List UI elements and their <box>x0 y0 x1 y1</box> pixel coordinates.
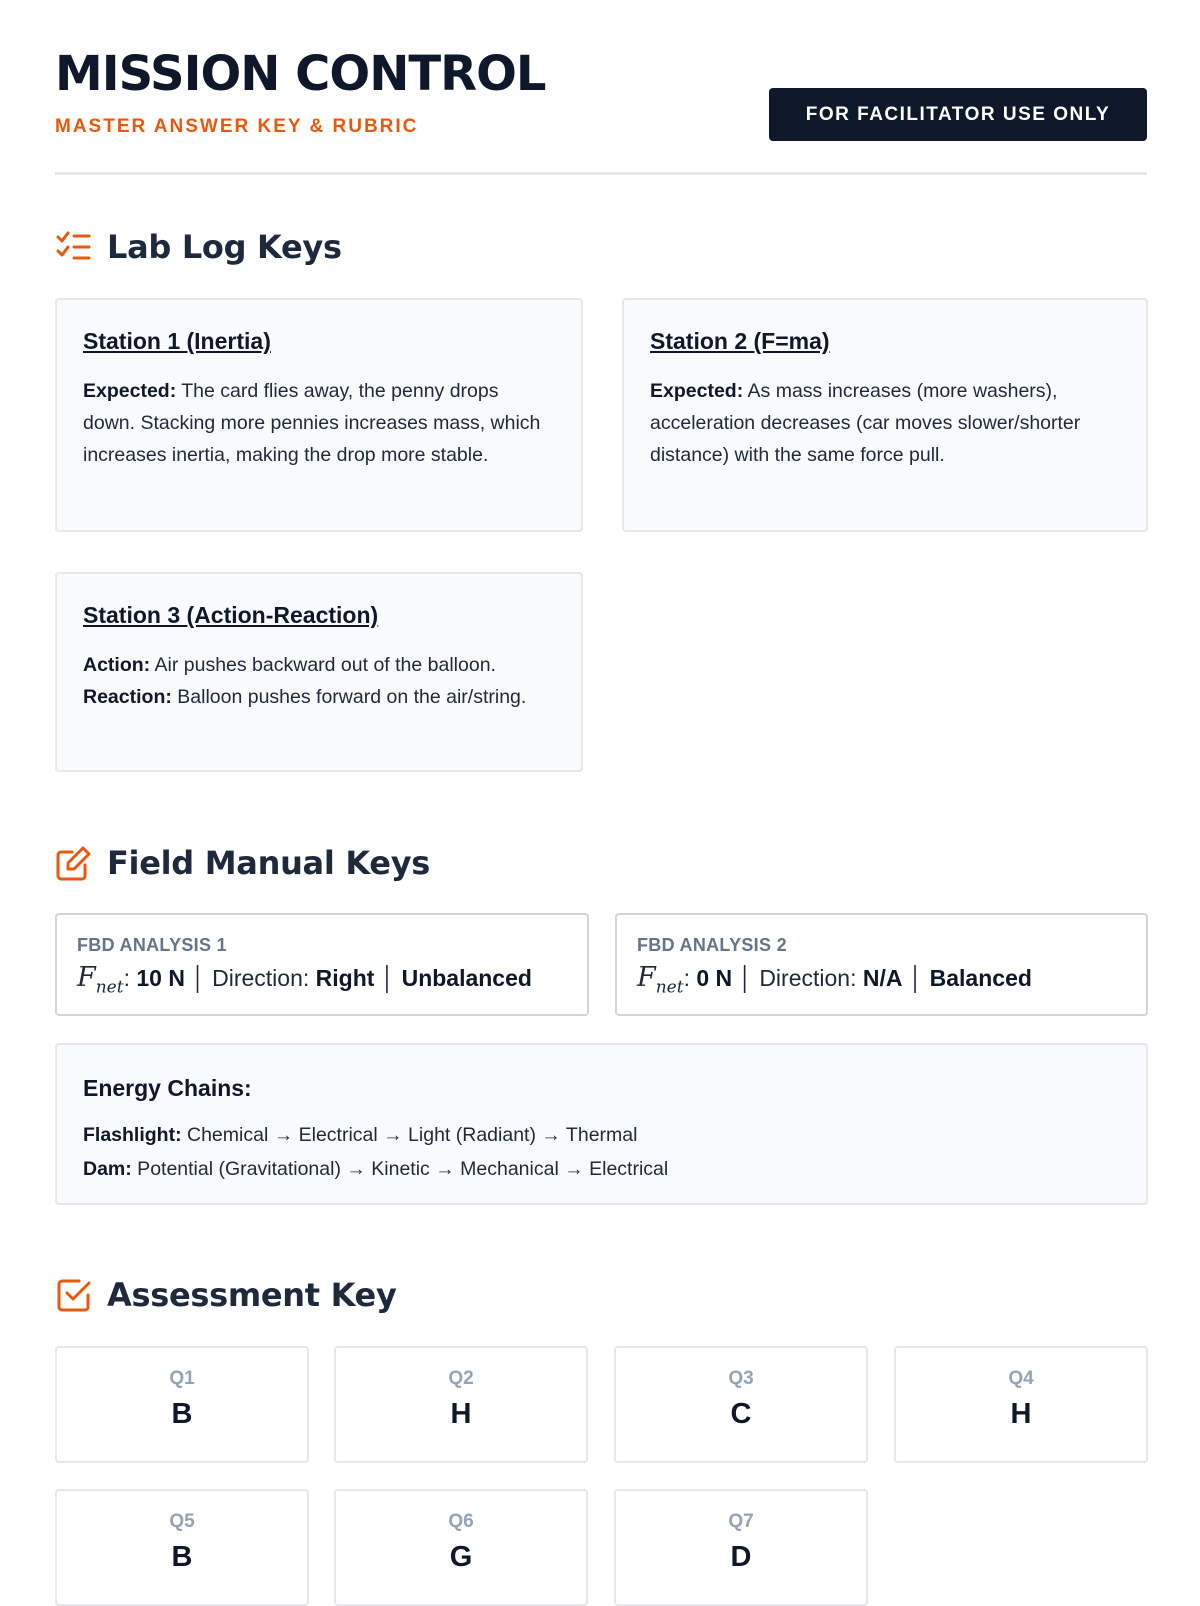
question-number: Q1 <box>169 1368 195 1389</box>
question-number: Q4 <box>1008 1368 1034 1389</box>
edit-icon <box>55 844 93 882</box>
station-card <box>55 298 583 532</box>
answer-tile <box>614 1489 868 1606</box>
answer-letter: B <box>171 1398 193 1430</box>
fnet-subscript: net <box>655 977 684 998</box>
chain-label: Dam: <box>83 1158 132 1180</box>
direction-value: Right <box>315 965 375 991</box>
assessment-section-title: Assessment Key <box>107 1276 397 1314</box>
checkbox-icon <box>55 1276 93 1314</box>
answer-letter: H <box>450 1398 472 1430</box>
station-reaction <box>83 681 555 713</box>
line-text: As mass increases (more washers), acceleration decreases (car moves slower/shorter distance) with the same force pull. <box>650 380 1081 466</box>
chain-text: Potential (Gravitational) → Kinetic → Mechanical → Electrical <box>131 1158 669 1180</box>
question-number: Q6 <box>448 1511 474 1532</box>
station-action <box>83 649 555 681</box>
answer-letter: G <box>449 1541 473 1573</box>
fbd-label: FBD ANALYSIS 2 <box>637 935 787 955</box>
answer-tile <box>894 1346 1148 1463</box>
energy-chains-card <box>55 1043 1148 1205</box>
assessment-section-header <box>55 1276 397 1314</box>
question-number: Q3 <box>728 1368 754 1389</box>
answer-tile <box>55 1346 309 1463</box>
fnet-symbol <box>77 962 124 998</box>
answer-letter: H <box>1010 1398 1032 1430</box>
line-text: Balloon pushes forward on the air/string. <box>171 686 527 708</box>
question-number: Q2 <box>448 1368 474 1389</box>
direction-value: N/A <box>862 965 903 991</box>
page-title: MISSION CONTROL <box>55 46 546 102</box>
question-number: Q7 <box>728 1511 754 1532</box>
station-card <box>622 298 1148 532</box>
page-subtitle: MASTER ANSWER KEY & RUBRIC <box>55 116 419 137</box>
energy-chain-flashlight <box>83 1118 1120 1152</box>
checklist-icon <box>55 228 93 266</box>
field-manual-section-title: Field Manual Keys <box>107 844 430 882</box>
fnet-letter: F <box>637 962 656 993</box>
answer-tile <box>334 1346 588 1463</box>
question-number: Q5 <box>169 1511 195 1532</box>
fnet-symbol <box>637 962 684 998</box>
direction-label: Direction: <box>759 965 863 991</box>
answer-letter: C <box>730 1398 752 1430</box>
direction-label: Direction: <box>212 965 316 991</box>
line-text: The card flies away, the penny drops down. Stacking more pennies increases mass, which increases inertia, making the drop more stable. <box>83 380 541 466</box>
station-expected <box>83 375 555 471</box>
answer-letter: D <box>730 1541 752 1573</box>
balance-state: Balanced <box>929 965 1032 991</box>
fnet-letter: F <box>77 962 96 993</box>
balance-state: Unbalanced <box>401 965 532 991</box>
chain-text: Chemical → Electrical → Light (Radiant) → Thermal <box>181 1124 638 1146</box>
fbd-label: FBD ANALYSIS 1 <box>77 935 227 955</box>
answer-tile <box>55 1489 309 1606</box>
fbd-result: $F_{net}$: 10 N │ Direction: Right │ Unbalanced <box>77 962 532 998</box>
answer-tile <box>614 1346 868 1463</box>
energy-chain-dam <box>83 1152 1120 1186</box>
fnet-value: 10 N <box>136 965 185 991</box>
answer-letter: B <box>171 1541 193 1573</box>
station-title: Station 3 (Action-Reaction) <box>83 602 379 628</box>
fbd-analysis-card <box>615 913 1148 1016</box>
field-manual-section-header <box>55 844 430 882</box>
fnet-value: 0 N <box>696 965 733 991</box>
line-text: Air pushes backward out of the balloon. <box>150 654 496 676</box>
station-title: Station 1 (Inertia) <box>83 328 271 354</box>
lab-log-section-header <box>55 228 342 266</box>
chain-label: Flashlight: <box>83 1124 182 1146</box>
facilitator-badge: FOR FACILITATOR USE ONLY <box>769 88 1147 141</box>
energy-chains-title: Energy Chains: <box>83 1075 252 1101</box>
line-label: Expected: <box>650 380 744 402</box>
fnet-subscript: net <box>95 977 124 998</box>
answer-key-page <box>55 0 1147 1573</box>
page-header <box>55 0 1147 175</box>
line-label: Reaction: <box>83 686 172 708</box>
station-card <box>55 572 583 772</box>
station-title: Station 2 (F=ma) <box>650 328 830 354</box>
fbd-analysis-card <box>55 913 589 1016</box>
lab-log-section-title: Lab Log Keys <box>107 228 342 266</box>
fbd-result: $F_{net}$: 0 N │ Direction: N/A │ Balanced <box>637 962 1032 998</box>
line-label: Action: <box>83 654 151 676</box>
answer-tile <box>334 1489 588 1606</box>
station-expected <box>650 375 1120 471</box>
line-label: Expected: <box>83 380 177 402</box>
